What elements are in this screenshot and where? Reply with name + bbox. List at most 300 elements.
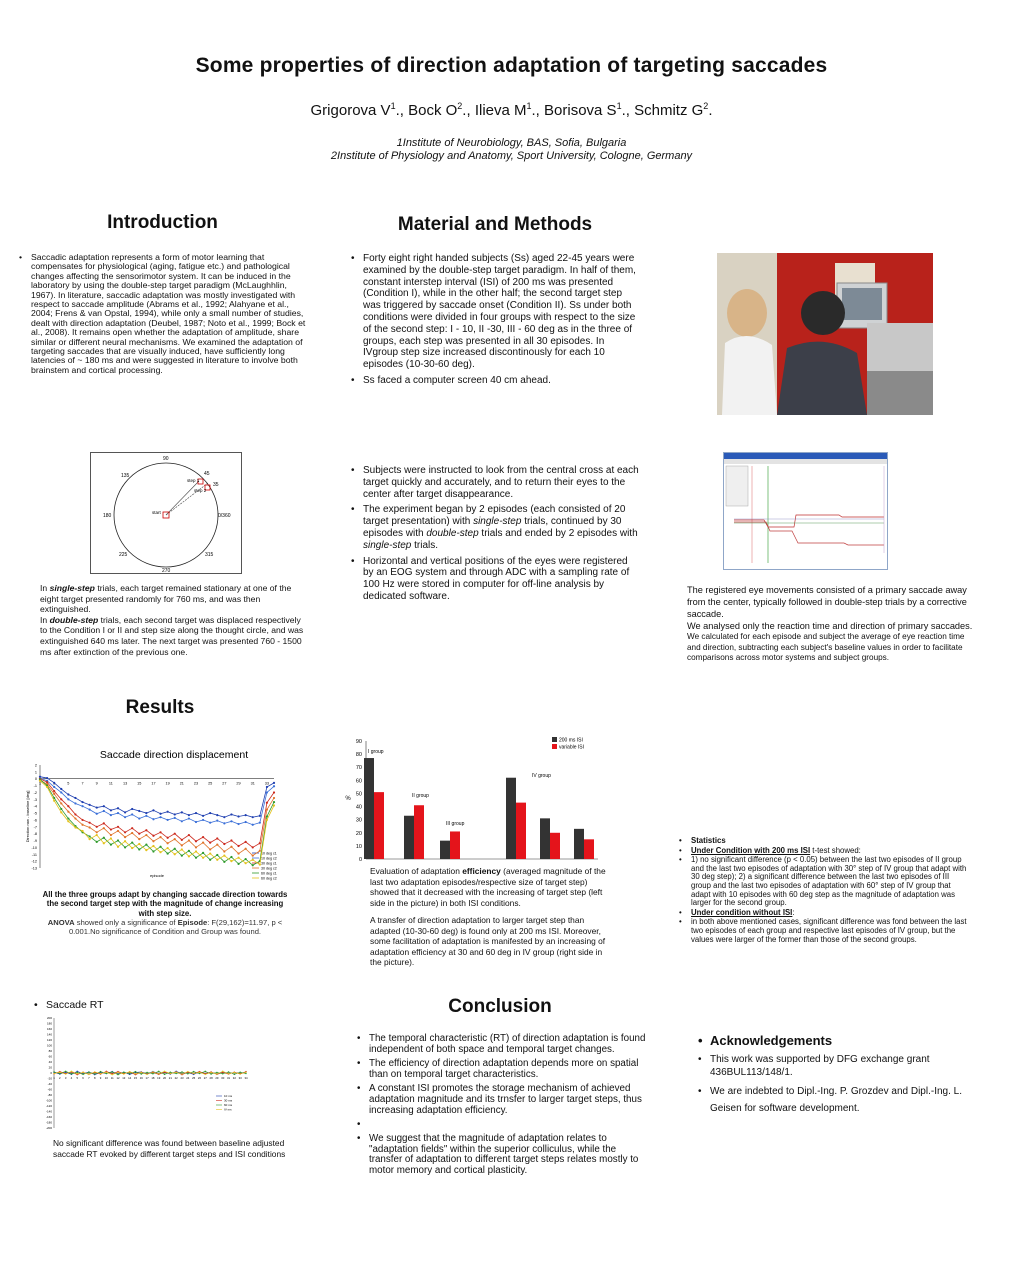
chart1-data-point: [252, 864, 254, 866]
anova-text: : F(29,162)=11.97, p < 0.001.No significance of Condition and Group was found.: [68, 918, 283, 936]
chart1-data-point: [209, 859, 211, 861]
chart1-ytick-label: 0: [34, 777, 37, 782]
chart3-data-point: [175, 1073, 176, 1074]
chart1-data-point: [96, 806, 98, 808]
chart1-data-point: [174, 813, 176, 815]
chart3-data-point: [152, 1071, 153, 1072]
chart3-ytick-label: -140: [45, 1109, 52, 1114]
chart1-data-point: [259, 850, 261, 852]
chart1-data-point: [89, 826, 91, 828]
chart3-legend-label: 60 ms: [224, 1103, 233, 1108]
circle-label-180: 180: [103, 513, 112, 519]
chart2-group-label: IV group: [532, 773, 551, 779]
chart1-data-point: [245, 858, 247, 860]
rt-chart: [40, 1014, 252, 1132]
chart1-ytick-label: -11: [31, 852, 37, 857]
chart1-data-point: [103, 837, 105, 839]
chart1-data-point: [216, 814, 218, 816]
chart1-data-point: [174, 838, 176, 840]
acknowledgements-heading: • Acknowledgements: [697, 1033, 987, 1048]
chart1-data-point: [223, 861, 225, 863]
chart3-xtick-label: 8: [93, 1076, 96, 1080]
chart2-bar: [414, 805, 424, 859]
methods-text: trials.: [411, 539, 439, 551]
acknowledgements-list: [697, 1033, 987, 1121]
chart1-data-point: [46, 781, 48, 783]
chart3-xtick-label: 25: [192, 1076, 196, 1080]
chart3-ytick-label: -200: [45, 1126, 52, 1131]
chart1-data-point: [181, 839, 183, 841]
circle-label-45: 45: [204, 471, 210, 477]
chart2-bar: [374, 792, 384, 859]
circle-label-135: 135: [121, 473, 130, 479]
chart1-data-point: [96, 834, 98, 836]
author-name: Bock O: [408, 102, 458, 119]
chart3-ytick-label: 100: [46, 1043, 52, 1048]
author-sup: 2: [457, 101, 463, 111]
chart1-data-point: [67, 805, 69, 807]
chart1-data-point: [223, 816, 225, 818]
chart1-data-point: [124, 836, 126, 838]
chart1-data-point: [138, 833, 140, 835]
chart1-data-point: [145, 849, 147, 851]
chart1-data-point: [202, 841, 204, 843]
chart1-ytick-label: -4: [33, 804, 37, 809]
author-sep: .: [708, 102, 713, 119]
chart1-ytick-label: -5: [33, 811, 37, 816]
chart1-data-point: [237, 857, 239, 859]
chart1-data-point: [266, 786, 268, 788]
chart3-xtick-label: 12: [116, 1076, 120, 1080]
chart3-data-point: [205, 1071, 206, 1072]
chart1-data-point: [131, 808, 133, 810]
chart3-ytick-label: 160: [46, 1027, 52, 1032]
eog-caption: [687, 584, 977, 664]
chart3-legend-label: 10 ms: [224, 1094, 233, 1099]
chart1-data-point: [230, 839, 232, 841]
chart3-data-point: [71, 1073, 72, 1074]
author-name: Ilieva M: [474, 102, 527, 119]
chart2-bar: [516, 803, 526, 859]
chart1-data-point: [245, 848, 247, 850]
statistics-text: t-test showed:: [810, 845, 861, 855]
chart1-data-point: [152, 818, 154, 820]
chart1-ytick-label: 1: [34, 770, 37, 775]
chart1-data-point: [159, 836, 161, 838]
chart1-data-point: [96, 826, 98, 828]
chart1-data-point: [174, 853, 176, 855]
chart2-bar: [574, 829, 584, 859]
chart3-data-point: [135, 1073, 136, 1074]
chart3-ytick-label: -180: [45, 1120, 52, 1125]
chart1-data-point: [230, 860, 232, 862]
caption-italic: single-step: [49, 583, 95, 593]
chart3-data-point: [65, 1073, 66, 1074]
chart1-data-point: [237, 863, 239, 865]
lab-photo: [717, 253, 933, 415]
chart3-ytick-label: -40: [47, 1082, 52, 1087]
author-sup: 1: [616, 101, 622, 111]
chart1-data-point: [159, 816, 161, 818]
author-name: Grigorova V: [310, 102, 391, 119]
rt-chart-svg: [40, 1014, 252, 1132]
anova-caption: [40, 918, 290, 936]
chart1-data-point: [117, 839, 119, 841]
chart1-data-point: [167, 811, 169, 813]
chart1-data-point: [103, 827, 105, 829]
caption-text: trials, each target remained stationary at one of the eight target presented randomly for 760 ms, and was then extinguished.: [40, 583, 292, 615]
chart1-data-point: [145, 834, 147, 836]
chart1-data-point: [230, 846, 232, 848]
chart3-ytick-label: -100: [45, 1098, 52, 1103]
chart2-caption-bold: efficiency: [462, 866, 501, 876]
lab-photo-drawing: [717, 253, 933, 415]
chart1-xtick-label: 21: [179, 781, 184, 786]
chart1-data-point: [138, 838, 140, 840]
chart1-data-point: [181, 820, 183, 822]
chart1-data-point: [202, 857, 204, 859]
chart3-data-point: [245, 1073, 246, 1074]
chart3-data-point: [199, 1071, 200, 1072]
chart1-data-point: [60, 802, 62, 804]
chart3-data-point: [59, 1071, 60, 1072]
chart1-data-point: [167, 842, 169, 844]
chart1-data-point: [46, 777, 48, 779]
chart1-data-point: [223, 850, 225, 852]
chart3-data-point: [210, 1073, 211, 1074]
chart1-data-point: [103, 822, 105, 824]
chart1-data-point: [188, 839, 190, 841]
chart2-bar: [584, 839, 594, 859]
chart3-data-point: [170, 1071, 171, 1072]
chart1-data-point: [252, 846, 254, 848]
target-circle-svg: [91, 453, 241, 573]
chart1-data-point: [195, 840, 197, 842]
chart1-data-point: [209, 822, 211, 824]
chart2-ytick-label: 30: [355, 817, 362, 824]
chart3-data-point: [123, 1071, 124, 1072]
chart1-title: Saccade direction displacement: [99, 749, 249, 761]
eog-screenshot: [723, 452, 888, 570]
eog-caption-p1: The registered eye movements consisted of a primary saccade away from the center, typically followed in double-step trials by a corrective saccade.: [687, 585, 967, 619]
methods-bullet: • Subjects were instructed to look from the central cross at each target quickly and accurately, and to return their eyes to the center after target disappearance.: [350, 465, 640, 500]
chart1-data-point: [202, 836, 204, 838]
chart1-data-point: [259, 822, 261, 824]
chart1-data-point: [53, 793, 55, 795]
chart3-data-point: [117, 1074, 118, 1075]
chart3-data-point: [181, 1071, 182, 1072]
chart3-data-point: [164, 1071, 165, 1072]
methods-text: trials, continued by 30 episodes with: [363, 516, 622, 539]
chart1-xtick-label: 7: [81, 781, 84, 786]
chart1-data-point: [96, 841, 98, 843]
chart1-data-point: [152, 845, 154, 847]
chart1-series-line: [40, 781, 274, 865]
chart1-data-point: [237, 823, 239, 825]
chart3-data-point: [222, 1071, 223, 1072]
chart1-data-point: [273, 797, 275, 799]
chart1-data-point: [53, 800, 55, 802]
chart1-data-point: [181, 855, 183, 857]
chart1-data-point: [195, 812, 197, 814]
chart2-group-label: III group: [446, 821, 465, 827]
chart1-data-point: [103, 842, 105, 844]
chart1-data-point: [216, 820, 218, 822]
chart1-xtick-label: 23: [193, 781, 199, 786]
eog-caption-p3: We calculated for each episode and subject the average of eye reaction time and direction, subtracting each subject's baseline values in order to facilitate comparisons across motor systems and subject groups.: [687, 632, 965, 663]
chart1-data-point: [124, 840, 126, 842]
chart3-ytick-label: 80: [48, 1049, 52, 1054]
chart1-data-point: [273, 801, 275, 803]
chart3-data-point: [123, 1073, 124, 1074]
eog-caption-p2: We analysed only the reaction time and direction of primary saccades.: [687, 621, 973, 631]
chart1-data-point: [89, 804, 91, 806]
chart1-data-point: [53, 782, 55, 784]
circle-label-270: 270: [162, 568, 171, 573]
chart1-data-point: [174, 848, 176, 850]
methods-bullet: • Ss faced a computer screen 40 cm ahead.: [350, 375, 640, 387]
chart2-legend-label: 200 ms ISI: [559, 737, 583, 744]
chart3-ytick-label: -120: [45, 1104, 52, 1109]
chart3-xtick-label: 16: [139, 1076, 143, 1080]
chart3-data-point: [245, 1071, 246, 1072]
chart3-xtick-label: 9: [99, 1076, 102, 1080]
chart1-data-point: [117, 807, 119, 809]
chart1-data-point: [67, 793, 69, 795]
chart1-ytick-label: -9: [33, 839, 37, 844]
chart1-xtick-label: 27: [222, 781, 227, 786]
conclusion-bullet: • The efficiency of direction adaptation depends more on spatial than on temporal target characteristics.: [356, 1059, 646, 1080]
chart1-data-point: [81, 801, 83, 803]
statistics-title: • Statistics: [678, 837, 968, 846]
efficiency-chart-svg: [340, 733, 602, 865]
poster-title: Some properties of direction adaptation of targeting saccades: [195, 54, 828, 77]
chart1-ytick-label: -13: [31, 866, 37, 871]
chart1-data-point: [259, 815, 261, 817]
eog-screenshot-drawing: [724, 453, 887, 569]
chart1-ytick-label: -2: [33, 790, 37, 795]
chart2-bar: [440, 841, 450, 859]
circle-label-225: 225: [119, 552, 128, 558]
chart1-data-point: [60, 808, 62, 810]
chart3-data-point: [205, 1074, 206, 1075]
chart1-data-point: [273, 791, 275, 793]
direction-chart: [24, 743, 282, 888]
author-sep: .,: [462, 102, 475, 119]
chart1-data-point: [237, 845, 239, 847]
chart1-ytick-label: -8: [33, 832, 37, 837]
chart1-data-point: [124, 846, 126, 848]
chart1-series-line: [40, 779, 274, 865]
chart3-xtick-label: 2: [59, 1076, 61, 1080]
chart3-ytick-label: 60: [48, 1054, 52, 1059]
chart3-data-point: [158, 1071, 159, 1072]
circle-caption: [40, 583, 310, 657]
circle-label-start: start: [152, 510, 161, 515]
chart3-data-point: [100, 1073, 101, 1074]
chart1-xtick-label: 15: [137, 781, 142, 786]
chart1-data-point: [209, 812, 211, 814]
chart1-xtick-label: 13: [122, 781, 128, 786]
chart1-data-point: [74, 826, 76, 828]
chart3-data-point: [175, 1071, 176, 1072]
chart1-data-point: [74, 802, 76, 804]
chart2-bar: [540, 818, 550, 859]
statistics-p2: • in both above mentioned cases, significant difference was fond between the last two episodes of each group and respective last episodes of IV group, but the values were larger of the former than those of the second groups.: [678, 918, 968, 944]
chart1-data-point: [174, 833, 176, 835]
chart3-xtick-label: 17: [145, 1076, 149, 1080]
chart1-data-point: [216, 859, 218, 861]
chart3-ytick-label: -160: [45, 1115, 52, 1120]
chart1-data-point: [103, 810, 105, 812]
chart3-xtick-label: 22: [174, 1076, 178, 1080]
chart1-data-point: [89, 809, 91, 811]
affiliation-1: 1Institute of Neurobiology, BAS, Sofia, Bulgaria: [396, 137, 627, 149]
chart2-ytick-label: 20: [355, 830, 362, 837]
methods-list-bottom: [350, 465, 640, 607]
chart1-data-point: [159, 846, 161, 848]
conclusion-bullet: • We suggest that the magnitude of adaptation relates to "adaptation fields" within the superior colliculus, while the transfer of adaptation to different target steps relates mostly to motor memory and cortical plasticity.: [356, 1134, 646, 1176]
author-sep: .,: [531, 102, 545, 119]
chart3-legend-label: IV ms: [224, 1107, 232, 1112]
chart1-data-point: [245, 862, 247, 864]
chart3-data-point: [129, 1071, 130, 1072]
chart3-ytick-label: 20: [48, 1065, 52, 1070]
chart3-data-point: [53, 1071, 54, 1072]
chart3-data-point: [129, 1073, 130, 1074]
chart3-ytick-label: -80: [47, 1093, 52, 1098]
chart1-data-point: [60, 791, 62, 793]
introduction-text: • Saccadic adaptation represents a form of motor learning that compensates for physiological (aging, fatigue etc.) and pathological changes affecting the sensorimotor system. It can be induced in the laboratory by using the double-step target paradigm (McLaughhlin, 1967). In literature, saccadic adaptation was mostly investigated with respect to saccade amplitude (Abrams et al., 1992; Alahyane et al., 2004; Frens & van Opstal, 1994), while only a small number of studies, dealt with direction adaptation (Deubel, 1987; Noto et al., 1999; Bock et al., 2008). It remains open whether the adaptation of amplitude, share similar or different neural mechanisms. We examined the adaptation of targeting saccades that are visually induced, have sufficiently long latencies of ~ 180 ms and were suggested in literature to involve both brainstem and cortical processing.: [18, 253, 308, 375]
chart1-data-point: [252, 859, 254, 861]
conclusion-bullet-empty: [356, 1120, 646, 1130]
chart1-ytick-label: -3: [33, 797, 37, 802]
chart1-data-point: [89, 822, 91, 824]
chart1-data-point: [188, 834, 190, 836]
chart1-data-point: [237, 852, 239, 854]
chart3-ytick-label: 40: [48, 1060, 52, 1065]
chart1-data-point: [110, 814, 112, 816]
chart2-legend-swatch: [552, 737, 557, 742]
chart3-data-point: [146, 1072, 147, 1073]
chart3-data-point: [228, 1071, 229, 1072]
chart3-data-point: [106, 1073, 107, 1074]
conclusion-bullet: • The temporal characteristic (RT) of direction adaptation is found independent of both space and temporal target changes.: [356, 1034, 646, 1055]
chart1-data-point: [117, 830, 119, 832]
chart3-data-point: [216, 1073, 217, 1074]
chart1-data-point: [195, 821, 197, 823]
chart1-data-point: [124, 811, 126, 813]
chart2-legend-swatch: [552, 744, 557, 749]
statistics-cond2-label: Under condition without ISI: [691, 907, 793, 917]
chart3-xtick-label: 34: [244, 1076, 248, 1080]
chart3-xtick-label: 15: [133, 1076, 138, 1080]
chart1-data-point: [167, 837, 169, 839]
caption-text: In: [40, 583, 50, 593]
chart3-data-point: [88, 1074, 89, 1075]
chart1-data-point: [223, 822, 225, 824]
chart1-data-point: [103, 805, 105, 807]
chart1-data-point: [252, 816, 254, 818]
chart1-ytick-label: -7: [33, 825, 37, 830]
chart1-xtick-label: 9: [95, 781, 98, 786]
author-sep: .,: [621, 102, 635, 119]
acknowledgements-bullet: • This work was supported by DFG exchange grant 436BUL113/148/1.: [697, 1054, 987, 1079]
chart3-ytick-label: 120: [46, 1038, 52, 1043]
chart2-ytick-label: 60: [355, 778, 362, 785]
chart1-data-point: [202, 819, 204, 821]
chart1-data-point: [230, 813, 232, 815]
chart1-data-point: [237, 815, 239, 817]
chart3-data-point: [187, 1071, 188, 1072]
chart3-data-point: [193, 1073, 194, 1074]
chart2-bar: [364, 758, 374, 859]
chart3-data-point: [111, 1071, 112, 1072]
chart3-data-point: [135, 1071, 136, 1072]
chart1-data-point: [245, 814, 247, 816]
chart2-ytick-label: 50: [355, 791, 362, 798]
chart3-ytick-label: 140: [46, 1032, 52, 1037]
chart1-data-point: [60, 798, 62, 800]
chart1-caption: All the three groups adapt by changing saccade direction towards the second target step with the magnitude of change increasing with step size.: [42, 890, 288, 918]
chart1-data-point: [188, 855, 190, 857]
methods-text: The experiment began by 2 episodes (each consisted of 20 target presentation) with: [363, 504, 626, 528]
chart3-data-point: [164, 1074, 165, 1075]
chart1-ytick-label: 2: [34, 763, 37, 768]
chart1-data-point: [81, 805, 83, 807]
chart1-data-point: [245, 821, 247, 823]
chart1-xtick-label: 19: [165, 781, 170, 786]
chart3-xtick-label: 20: [162, 1076, 167, 1080]
chart3-data-point: [234, 1072, 235, 1073]
chart1-data-point: [252, 824, 254, 826]
author-name: Borisova S: [544, 102, 617, 119]
chart1-data-point: [67, 798, 69, 800]
chart1-data-point: [138, 843, 140, 845]
chart1-data-point: [67, 811, 69, 813]
chart3-data-point: [141, 1073, 142, 1074]
chart3-xtick-label: 4: [70, 1076, 73, 1080]
circle-caption-p1: [40, 583, 310, 615]
circle-caption-p2: [40, 615, 310, 657]
circle-label-35: 35: [213, 482, 219, 488]
chart1-data-point: [145, 844, 147, 846]
chart3-data-point: [187, 1073, 188, 1074]
chart3-xtick-label: 1: [53, 1076, 55, 1080]
chart1-ytick-label: -6: [33, 818, 37, 823]
author-sup: 1: [390, 101, 396, 111]
chart3-data-point: [82, 1074, 83, 1075]
chart1-data-point: [245, 841, 247, 843]
author-sep: .,: [395, 102, 409, 119]
chart3-xtick-label: 28: [209, 1076, 213, 1080]
chart1-legend-label: 60 deg c2: [261, 876, 277, 881]
chart1-data-point: [60, 811, 62, 813]
chart3-data-point: [216, 1072, 217, 1073]
statistics-text: :: [792, 907, 795, 917]
chart1-ylabel: Direction raw - baseline [deg]: [25, 790, 30, 843]
chart1-data-point: [273, 785, 275, 787]
statistics-cond1: [678, 847, 968, 856]
chart1-ytick-label: -1: [33, 784, 37, 789]
chart1-data-point: [138, 848, 140, 850]
chart1-legend-label: 30 deg c2: [261, 866, 277, 871]
chart1-ytick-label: -12: [31, 859, 37, 864]
chart3-data-point: [239, 1073, 240, 1074]
conclusion-bullet: • A constant ISI promotes the storage mechanism of achieved adaptation magnitude and its trnsfer to larger target steps, thus increasing adaptation efficiency.: [356, 1084, 646, 1116]
methods-italic: single-step: [363, 539, 412, 551]
chart1-data-point: [152, 840, 154, 842]
